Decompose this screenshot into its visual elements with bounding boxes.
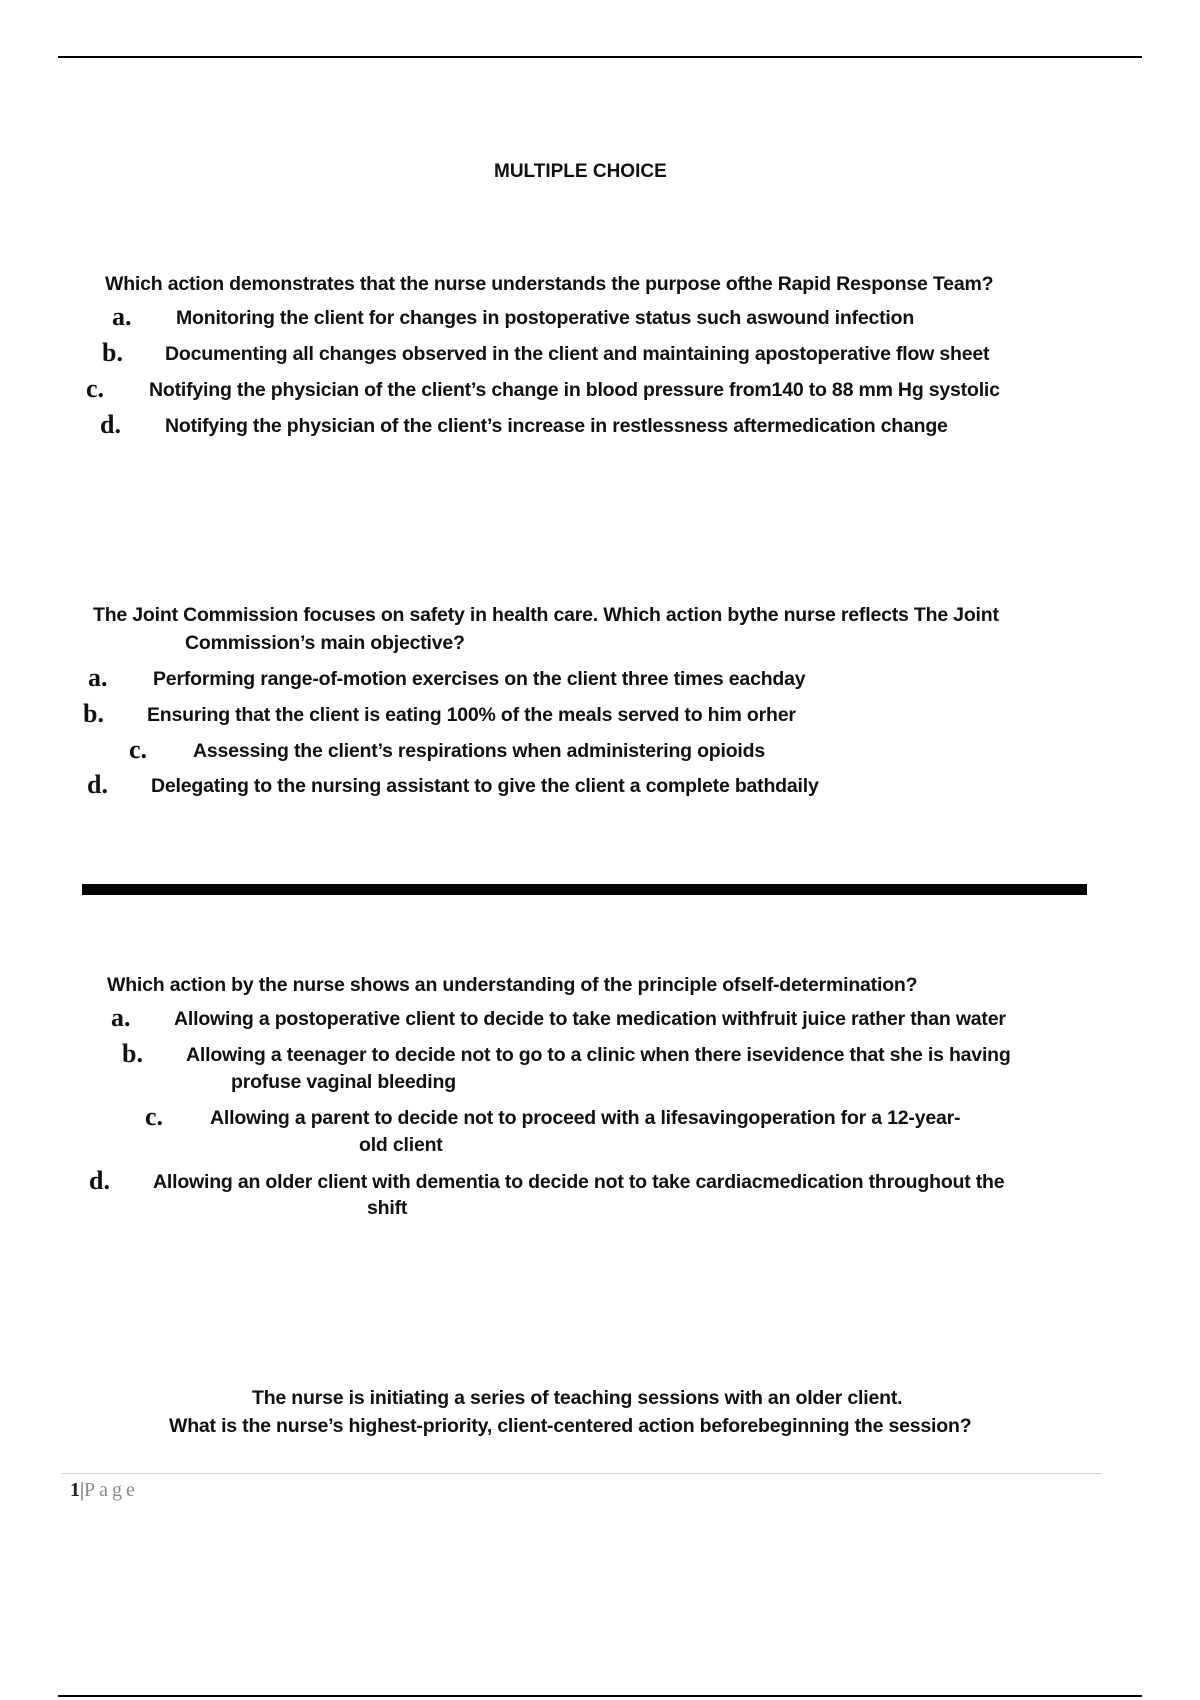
question-1-text: Which action demonstrates that the nurse understands the purpose ofthe Rapid Response Team? — [105, 273, 994, 295]
q1-option-c-text: Notifying the physician of the client’s change in blood pressure from140 to 88 mm Hg systolic — [149, 379, 1000, 401]
q2-option-a-text: Performing range-of-motion exercises on the client three times eachday — [153, 668, 806, 690]
q3-option-b-text-line2: profuse vaginal bleeding — [231, 1071, 456, 1093]
q1-option-d-text: Notifying the physician of the client’s increase in restlessness aftermedication change — [165, 415, 948, 437]
bottom-rule — [58, 1695, 1142, 1697]
question-2-text-line1: The Joint Commission focuses on safety in health care. Which action bythe nurse reflects The Joint — [93, 604, 999, 626]
q2-option-b-text: Ensuring that the client is eating 100% of the meals served to him orher — [147, 704, 796, 726]
q3-option-c-text-line1: Allowing a parent to decide not to proceed with a lifesavingoperation for a 12-year- — [210, 1107, 961, 1129]
q1-option-b-letter: b. — [102, 338, 123, 367]
question-4-text-line2: What is the nurse’s highest-priority, client-centered action beforebeginning the session? — [169, 1415, 972, 1437]
question-3-text: Which action by the nurse shows an understanding of the principle ofself-determination? — [107, 974, 918, 996]
q3-option-b-text-line1: Allowing a teenager to decide not to go to a clinic when there isevidence that she is having — [186, 1044, 1011, 1066]
q3-option-b-letter: b. — [122, 1039, 143, 1068]
page-heading: MULTIPLE CHOICE — [494, 161, 667, 182]
q3-option-d-text-line1: Allowing an older client with dementia to decide not to take cardiacmedication throughout the — [153, 1171, 1005, 1193]
q2-option-a-letter: a. — [88, 663, 108, 692]
q3-option-d-text-line2: shift — [367, 1197, 408, 1219]
q2-option-c-letter: c. — [129, 735, 148, 764]
q2-option-c-text: Assessing the client’s respirations when administering opioids — [193, 740, 766, 762]
top-rule — [58, 56, 1142, 58]
q3-option-a-text: Allowing a postoperative client to decide to take medication withfruit juice rather than water — [174, 1008, 1006, 1030]
q1-option-d-letter: d. — [100, 410, 121, 439]
q1-option-a-letter: a. — [112, 302, 132, 331]
q2-option-d-text: Delegating to the nursing assistant to give the client a complete bathdaily — [151, 775, 819, 797]
question-2-text-line2: Commission’s main objective? — [185, 632, 465, 654]
q1-option-b-text: Documenting all changes observed in the client and maintaining apostoperative flow sheet — [165, 343, 990, 365]
q2-option-b-letter: b. — [83, 699, 104, 728]
q1-option-c-letter: c. — [86, 374, 105, 403]
q3-option-c-text-line2: old client — [359, 1134, 443, 1156]
page-label: Page — [84, 1479, 139, 1501]
q1-option-a-text: Monitoring the client for changes in postoperative status such aswound infection — [176, 307, 915, 329]
section-divider — [82, 884, 1087, 895]
page-footer — [70, 1479, 139, 1502]
q3-option-d-letter: d. — [89, 1166, 110, 1195]
question-4-text-line1: The nurse is initiating a series of teaching sessions with an older client. — [252, 1387, 903, 1409]
footer-rule — [62, 1473, 1102, 1474]
q2-option-d-letter: d. — [87, 770, 108, 799]
page-separator: | — [80, 1479, 85, 1501]
q3-option-a-letter: a. — [111, 1003, 131, 1032]
q3-option-c-letter: c. — [145, 1102, 164, 1131]
page-number: 1 — [70, 1479, 80, 1501]
